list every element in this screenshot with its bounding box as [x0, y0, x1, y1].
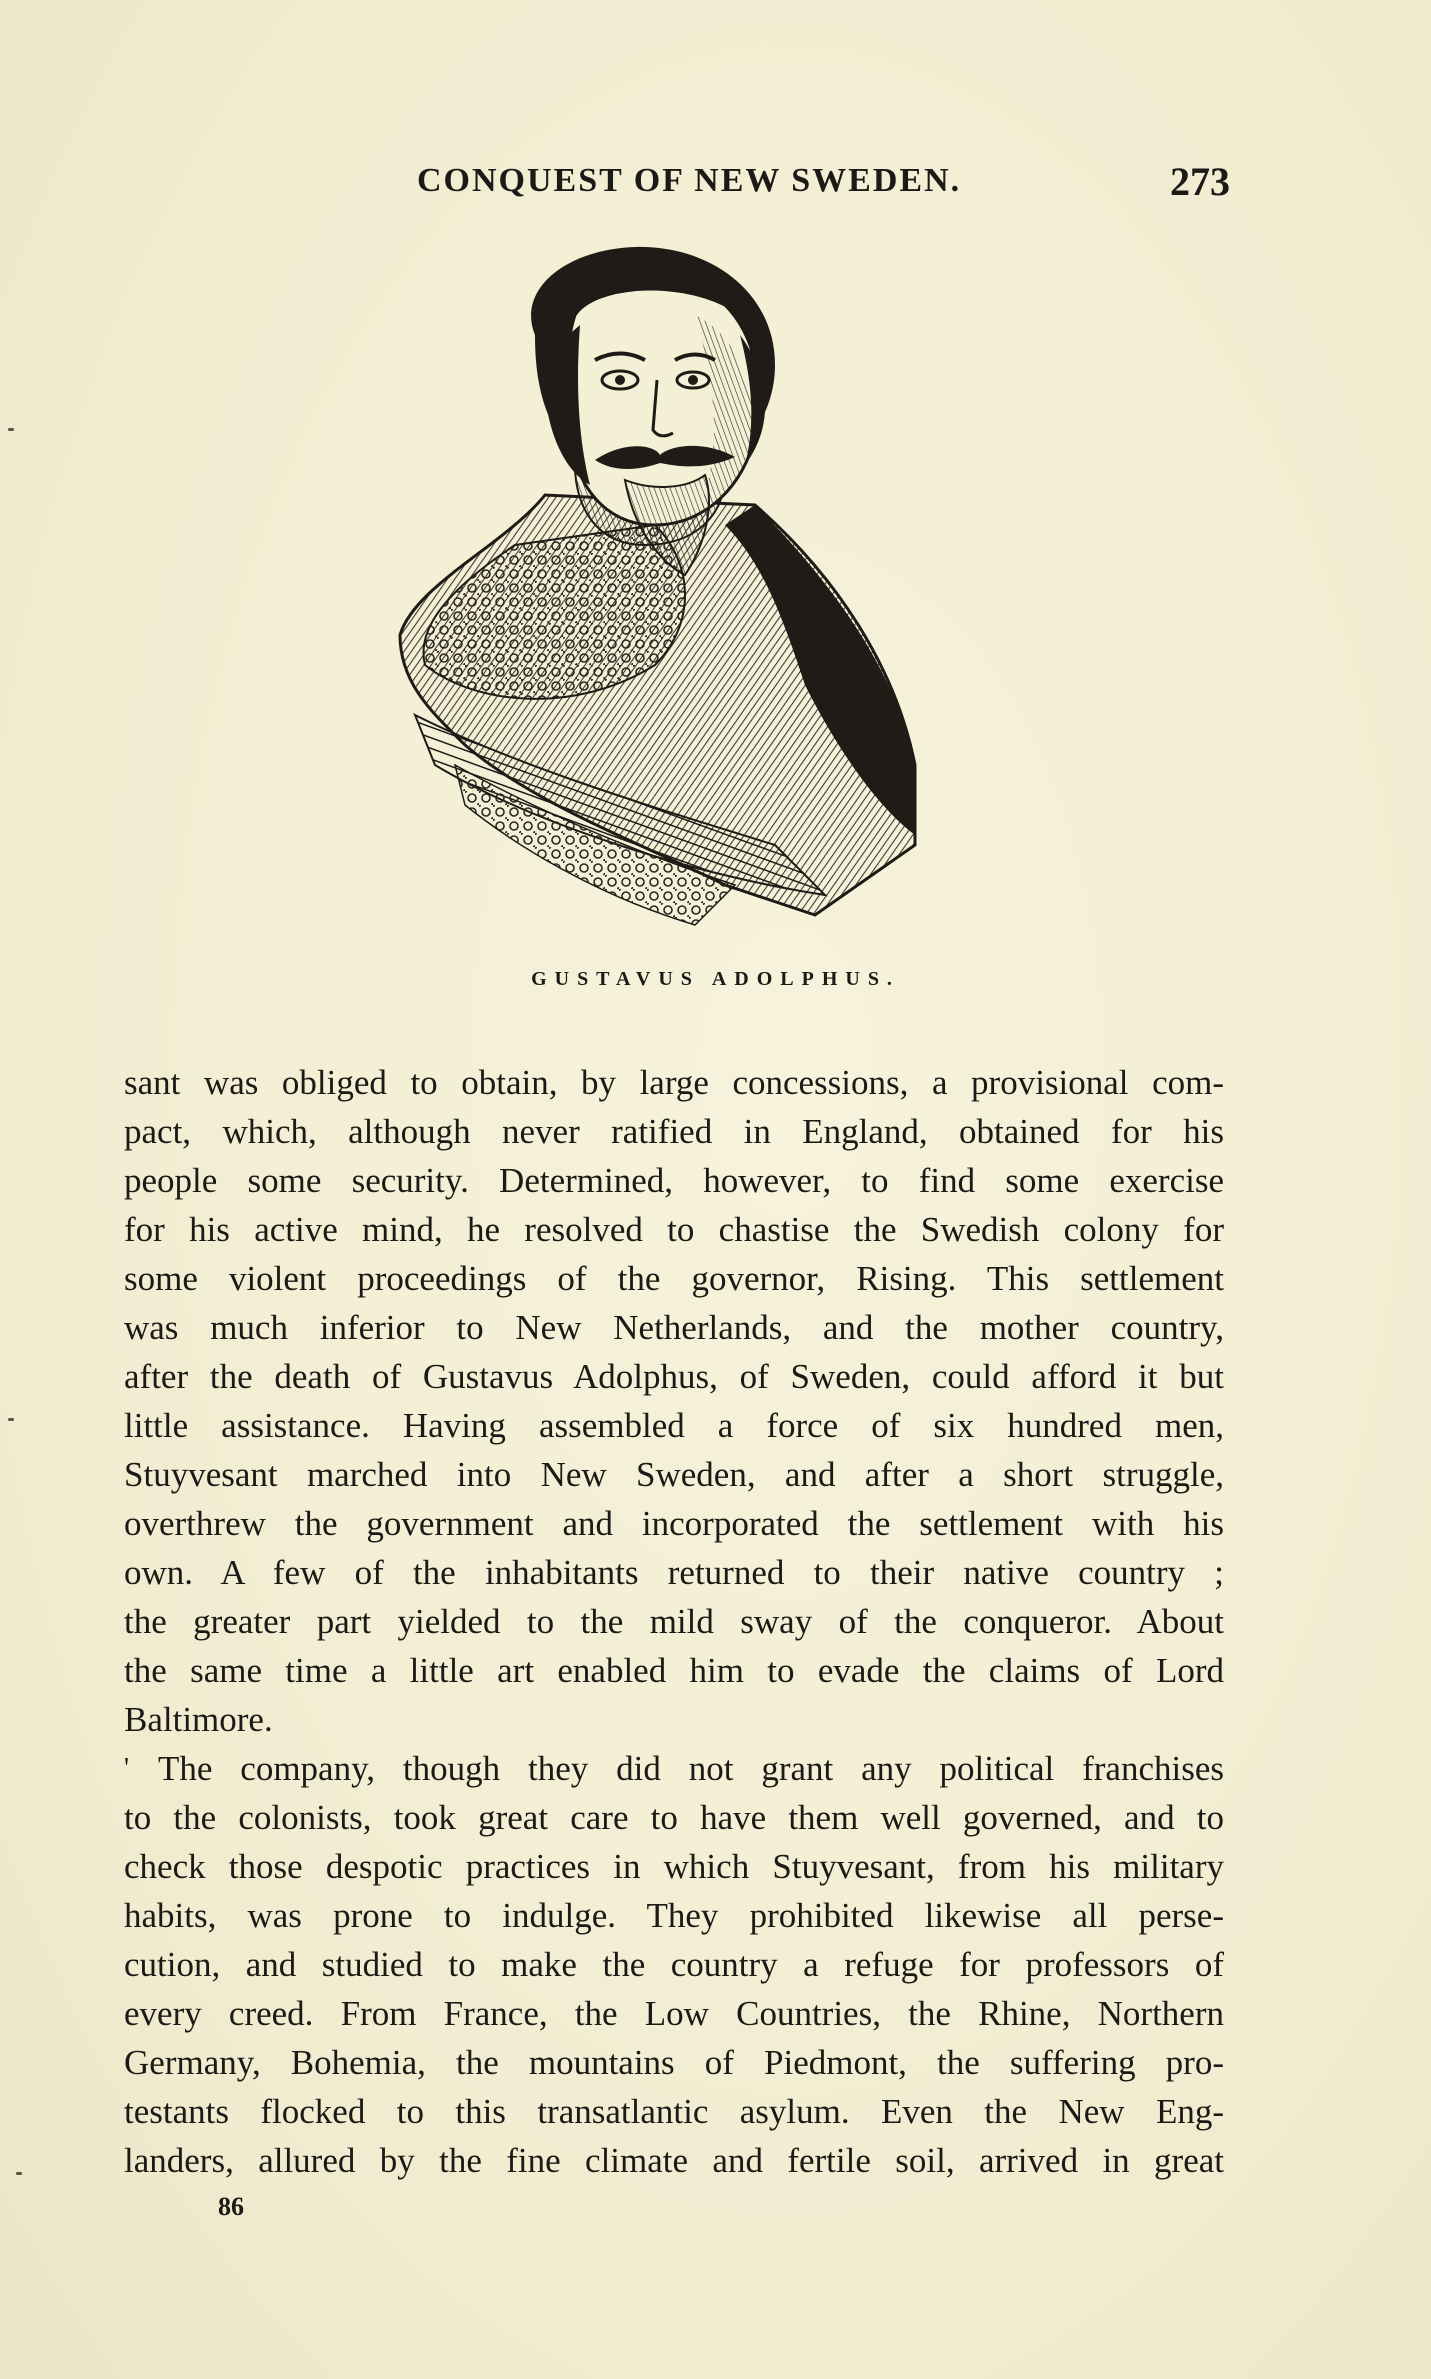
- text-line: pact, which, although never ratified in England, obtained for his: [124, 1112, 1224, 1151]
- text-line: for his active mind, he resolved to chastise the Swedish colony for: [124, 1210, 1224, 1249]
- page-header: [120, 159, 1230, 212]
- signature-mark: 86: [218, 2192, 244, 2221]
- text-line: people some security. Determined, however, to find some exercise: [124, 1161, 1224, 1200]
- text-line: check those despotic practices in which Stuyvesant, from his military: [124, 1847, 1224, 1886]
- text-line: testants flocked to this transatlantic asylum. Even the New Eng-: [124, 2092, 1224, 2131]
- illustration-caption: GUSTAVUS ADOLPHUS.: [531, 968, 900, 990]
- portrait-engraving: [395, 245, 935, 945]
- text-line: the same time a little art enabled him to evade the claims of Lord: [124, 1651, 1224, 1690]
- note-mark: ': [124, 1753, 130, 1784]
- text-line: landers, allured by the fine climate and fertile soil, arrived in great: [124, 2141, 1224, 2180]
- text-line: own. A few of the inhabitants returned to their native country ;: [124, 1553, 1224, 1592]
- text-line: cution, and studied to make the country a refuge for professors of: [124, 1945, 1224, 1984]
- text-line-content: The company, though they did not grant any political franchises: [158, 1749, 1224, 1788]
- text-line: overthrew the government and incorporated the settlement with his: [124, 1504, 1224, 1543]
- paper-speck: [16, 2172, 22, 2175]
- paragraph-main: [124, 1058, 1224, 1744]
- text-line: the greater part yielded to the mild sway of the conqueror. About: [124, 1602, 1224, 1641]
- body-text: [124, 1058, 1224, 2185]
- text-line: [124, 1744, 1224, 1793]
- text-line: after the death of Gustavus Adolphus, of Sweden, could afford it but: [124, 1357, 1224, 1396]
- text-line: little assistance. Having assembled a force of six hundred men,: [124, 1406, 1224, 1445]
- text-line: was much inferior to New Netherlands, and the mother country,: [124, 1308, 1224, 1347]
- text-line: Germany, Bohemia, the mountains of Piedmont, the suffering pro-: [124, 2043, 1224, 2082]
- text-line: Baltimore.: [124, 1700, 273, 1739]
- text-line: to the colonists, took great care to have them well governed, and to: [124, 1798, 1224, 1837]
- text-line: every creed. From France, the Low Countries, the Rhine, Northern: [124, 1994, 1224, 2033]
- text-line: habits, was prone to indulge. They prohibited likewise all perse-: [124, 1896, 1224, 1935]
- text-line: sant was obliged to obtain, by large concessions, a provisional com-: [124, 1063, 1224, 1102]
- paper-speck: [8, 428, 14, 431]
- text-line: Stuyvesant marched into New Sweden, and after a short struggle,: [124, 1455, 1224, 1494]
- running-head: CONQUEST OF NEW SWEDEN.: [417, 162, 962, 199]
- page-number: 273: [1170, 159, 1230, 204]
- text-line: some violent proceedings of the governor, Rising. This settlement: [124, 1259, 1224, 1298]
- paragraph-note: [124, 1744, 1224, 2185]
- paper-speck: [8, 1418, 14, 1421]
